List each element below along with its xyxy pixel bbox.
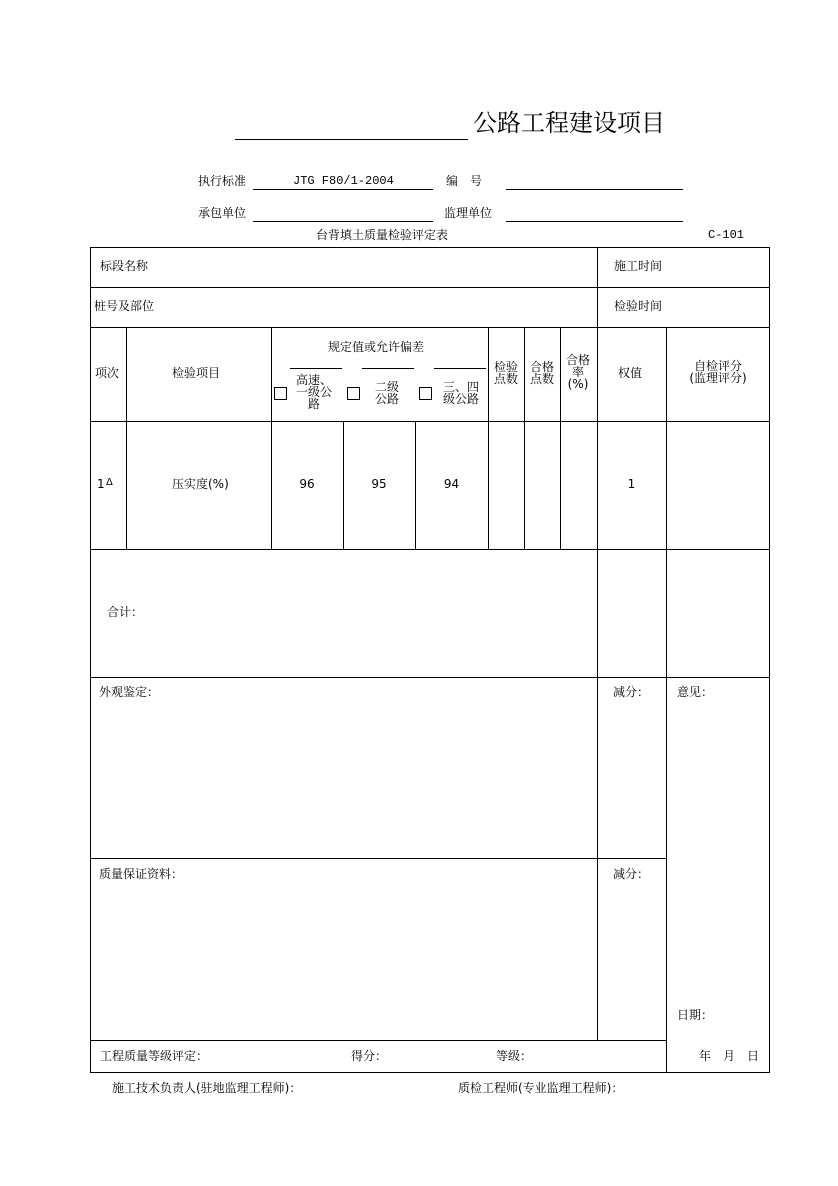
contractor-label: 承包单位 (198, 206, 247, 220)
col-pass-rate: 合格率(%) (565, 353, 590, 391)
table-rule (362, 368, 414, 369)
col-highway: 高速、一级公路 (295, 373, 332, 411)
table-rule (560, 327, 561, 549)
opinion-label: 意见： (677, 685, 714, 699)
deduct-label-1: 减分： (613, 685, 650, 699)
row-highway: 96 (299, 477, 315, 491)
table-rule (90, 549, 770, 550)
contractor-underline (253, 221, 433, 222)
col-pass-points: 合格点数 (529, 360, 554, 386)
table-rule (290, 368, 342, 369)
number-underline (506, 189, 683, 190)
project-name-underline (235, 139, 468, 140)
station-label: 桩号及部位 (94, 299, 155, 313)
grade-eval-label: 工程质量等级评定： (100, 1049, 209, 1063)
table-rule (597, 247, 598, 1040)
table-rule (90, 677, 770, 678)
table-rule (90, 858, 667, 859)
row-grade34: 94 (443, 477, 460, 491)
row-no: 1 (97, 477, 105, 491)
table-rule (434, 368, 486, 369)
table-rule (90, 327, 770, 328)
table-rule (90, 287, 770, 288)
supervisor-underline (506, 221, 683, 222)
table-rule (769, 247, 770, 1073)
row-item: 压实度(%) (172, 477, 229, 491)
col-item-no: 项次 (95, 366, 120, 380)
col-grade2: 二级公路 (374, 380, 399, 406)
form-title: 台背填土质量检验评定表 (316, 228, 449, 242)
page-title: 公路工程建设项目 (473, 109, 665, 137)
date-ymd: 年 月 日 (699, 1049, 760, 1063)
table-rule (271, 327, 272, 549)
form-code: C-101 (708, 228, 745, 242)
number-label: 编 号 (446, 174, 483, 188)
col-sup-score: (监理评分) (689, 371, 747, 385)
section-name-label: 标段名称 (100, 259, 149, 273)
quality-docs-label: 质量保证资料： (99, 867, 184, 881)
date-label: 日期： (677, 1008, 714, 1022)
table-rule (90, 1040, 667, 1041)
table-rule (90, 1072, 770, 1073)
col-grade34: 三、四级公路 (442, 380, 479, 406)
table-rule (90, 421, 770, 422)
score-label: 得分： (351, 1049, 388, 1063)
appearance-label: 外观鉴定： (99, 685, 160, 699)
col-self-score: 自检评分 (693, 359, 742, 373)
col-spec: 规定值或允许偏差 (328, 340, 425, 354)
tech-lead-label: 施工技术负责人(驻地监理工程师)： (112, 1081, 302, 1095)
table-rule (488, 327, 489, 549)
qc-engineer-label: 质检工程师(专业监理工程师)： (458, 1081, 624, 1095)
deduct-label-2: 减分： (613, 867, 650, 881)
key-item-mark: Δ (106, 477, 113, 488)
table-rule (524, 327, 525, 549)
supervisor-label: 监理单位 (444, 206, 493, 220)
grade2-checkbox[interactable] (347, 387, 360, 400)
construction-time-label: 施工时间 (614, 259, 663, 273)
total-label: 合计： (107, 605, 144, 619)
row-weight: 1 (627, 477, 636, 491)
col-points: 检验点数 (493, 360, 518, 386)
col-weight: 权值 (618, 366, 643, 380)
col-item: 检验项目 (172, 366, 221, 380)
row-grade2: 95 (371, 477, 387, 491)
grade34-checkbox[interactable] (419, 387, 432, 400)
table-rule (90, 247, 91, 1073)
table-rule (90, 247, 770, 248)
table-rule (666, 327, 667, 1073)
standard-value: JTG F80/1-2004 (293, 174, 394, 188)
level-label: 等级： (496, 1049, 533, 1063)
standard-label: 执行标准 (198, 174, 247, 188)
highway-checkbox[interactable] (274, 387, 287, 400)
table-rule (126, 327, 127, 549)
inspection-time-label: 检验时间 (614, 299, 663, 313)
standard-underline (253, 189, 433, 190)
